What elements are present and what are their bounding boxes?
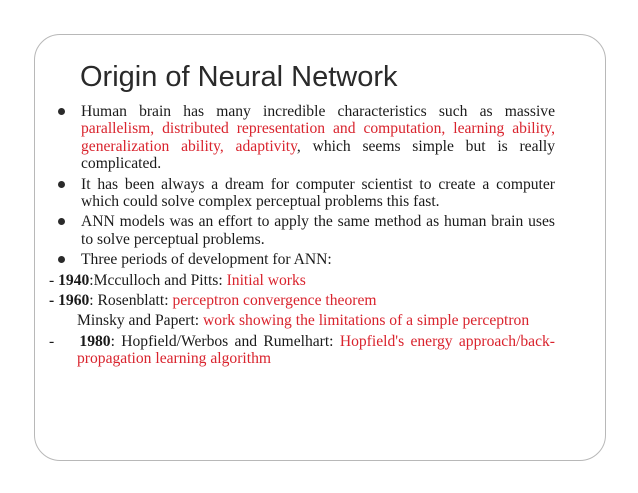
bullet-dot-icon bbox=[58, 218, 65, 225]
bullet-text: Human brain has many incredible characteristics such as massive bbox=[81, 103, 555, 120]
bullet-text: ANN models was an effort to apply the same method as human brain uses to solve perceptual problems. bbox=[81, 213, 555, 248]
period-sep: : bbox=[89, 292, 98, 310]
period-minsky bbox=[49, 312, 555, 329]
period-dash: - bbox=[49, 271, 59, 289]
bullet-dream bbox=[55, 176, 555, 211]
period-year: 1980 bbox=[79, 332, 111, 350]
bullet-dot-icon bbox=[58, 181, 65, 188]
slide-content bbox=[49, 103, 555, 371]
bullet-highlight: parallelism, distributed representation and computation, learning ability, generalization ability, adaptivity bbox=[81, 120, 555, 155]
bullet-three-periods bbox=[55, 251, 555, 268]
slide-title: Origin of Neural Network bbox=[80, 61, 398, 93]
period-who: Mcculloch and Pitts: bbox=[93, 271, 227, 289]
period-year: 1960 bbox=[58, 292, 90, 310]
period-sep: : bbox=[110, 332, 122, 350]
period-dash: - bbox=[49, 292, 59, 310]
period-1980 bbox=[49, 333, 555, 368]
bullet-brain-characteristics bbox=[55, 103, 555, 173]
period-who: Hopfield/Werbos and Rumelhart: bbox=[121, 332, 340, 350]
bullet-text-end: , which seems simple but is really complicated. bbox=[81, 137, 555, 173]
bullet-ann-models bbox=[55, 213, 555, 248]
period-dash: - bbox=[49, 332, 61, 350]
period-year: 1940 bbox=[58, 271, 90, 289]
period-sep: : bbox=[89, 271, 94, 289]
period-contribution: work showing the limitations of a simple perceptron bbox=[203, 312, 530, 330]
period-1960 bbox=[49, 292, 555, 309]
period-contribution: perceptron convergence theorem bbox=[172, 292, 377, 310]
period-who: Minsky and Papert: bbox=[77, 312, 204, 330]
period-who: Rosenblatt: bbox=[97, 292, 173, 310]
period-contribution: Hopfield's energy approach/back-propagation learning algorithm bbox=[77, 332, 555, 368]
period-contribution: Initial works bbox=[226, 271, 306, 289]
bullet-text: It has been always a dream for computer scientist to create a computer which could solve complex perceptual problems this fast. bbox=[81, 175, 555, 211]
bullet-dot-icon bbox=[58, 108, 65, 115]
bullet-text: Three periods of development for ANN: bbox=[81, 251, 332, 269]
period-1940 bbox=[49, 272, 555, 289]
bullet-dot-icon bbox=[58, 256, 65, 263]
